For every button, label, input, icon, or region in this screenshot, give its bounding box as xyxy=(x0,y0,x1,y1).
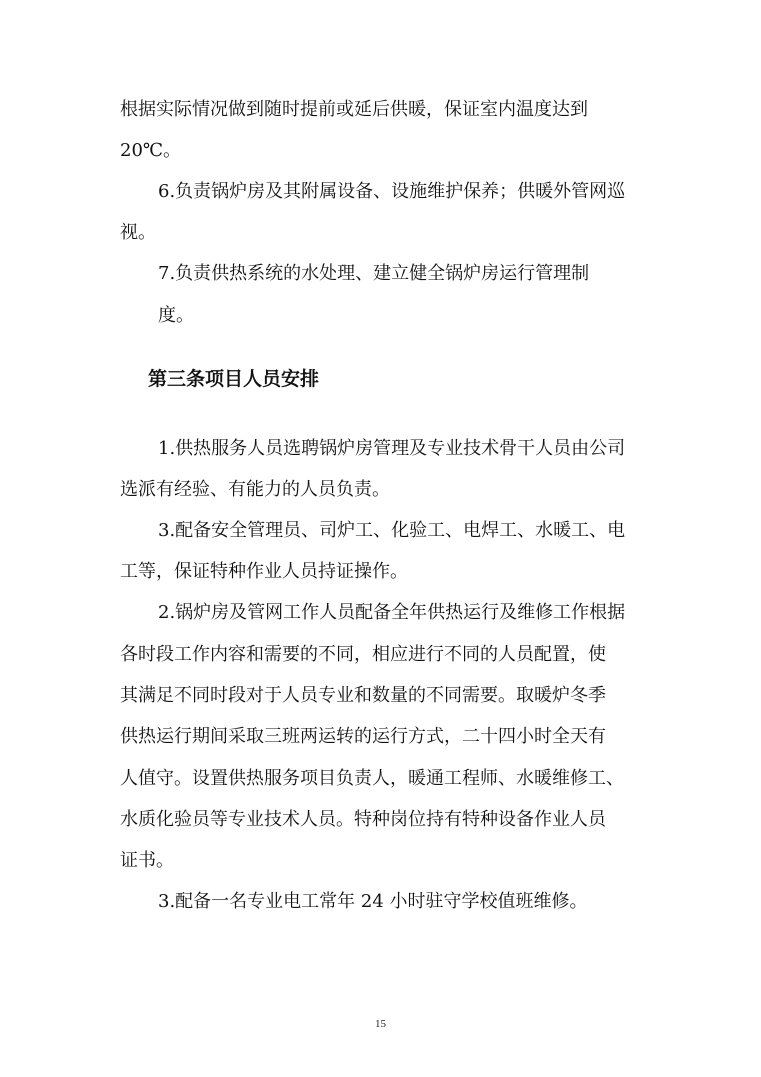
page-number: 15 xyxy=(375,1018,386,1030)
text-line: 度。 xyxy=(158,305,194,326)
text-line: 3.配备安全管理员、司炉工、化验工、电焊工、水暖工、电 xyxy=(158,520,626,541)
text-line: 工等，保证特种作业人员持证操作。 xyxy=(120,561,408,582)
text-line: 水质化验员等专业技术人员。特种岗位持有特种设备作业人员 xyxy=(120,809,606,830)
text-line: 选派有经验、有能力的人员负责。 xyxy=(120,479,390,500)
text-line: 其满足不同时段对于人员专业和数量的不同需要。取暖炉冬季 xyxy=(120,685,606,706)
text-line: 6.负责锅炉房及其附属设备、设施维护保养；供暖外管网巡 xyxy=(158,181,626,202)
text-line: 20℃。 xyxy=(120,140,182,161)
text-line: 2.锅炉房及管网工作人员配备全年供热运行及维修工作根据 xyxy=(158,602,626,623)
section-heading: 第三条项目人员安排 xyxy=(148,368,320,390)
text-line: 各时段工作内容和需要的不同，相应进行不同的人员配置，使 xyxy=(120,644,606,665)
text-line: 人值守。设置供热服务项目负责人，暖通工程师、水暖维修工、 xyxy=(120,768,624,789)
text-line: 1.供热服务人员选聘锅炉房管理及专业技术骨干人员由公司 xyxy=(158,438,626,459)
text-line: 视。 xyxy=(120,222,156,243)
text-line: 7.负责供热系统的水处理、建立健全锅炉房运行管理制 xyxy=(158,263,590,284)
text-line: 根据实际情况做到随时提前或延后供暖，保证室内温度达到 xyxy=(120,99,588,120)
text-line: 证书。 xyxy=(120,850,174,871)
text-line: 3.配备一名专业电工常年 24 小时驻守学校值班维修。 xyxy=(158,891,588,912)
text-line: 供热运行期间采取三班两运转的运行方式，二十四小时全天有 xyxy=(120,726,606,747)
